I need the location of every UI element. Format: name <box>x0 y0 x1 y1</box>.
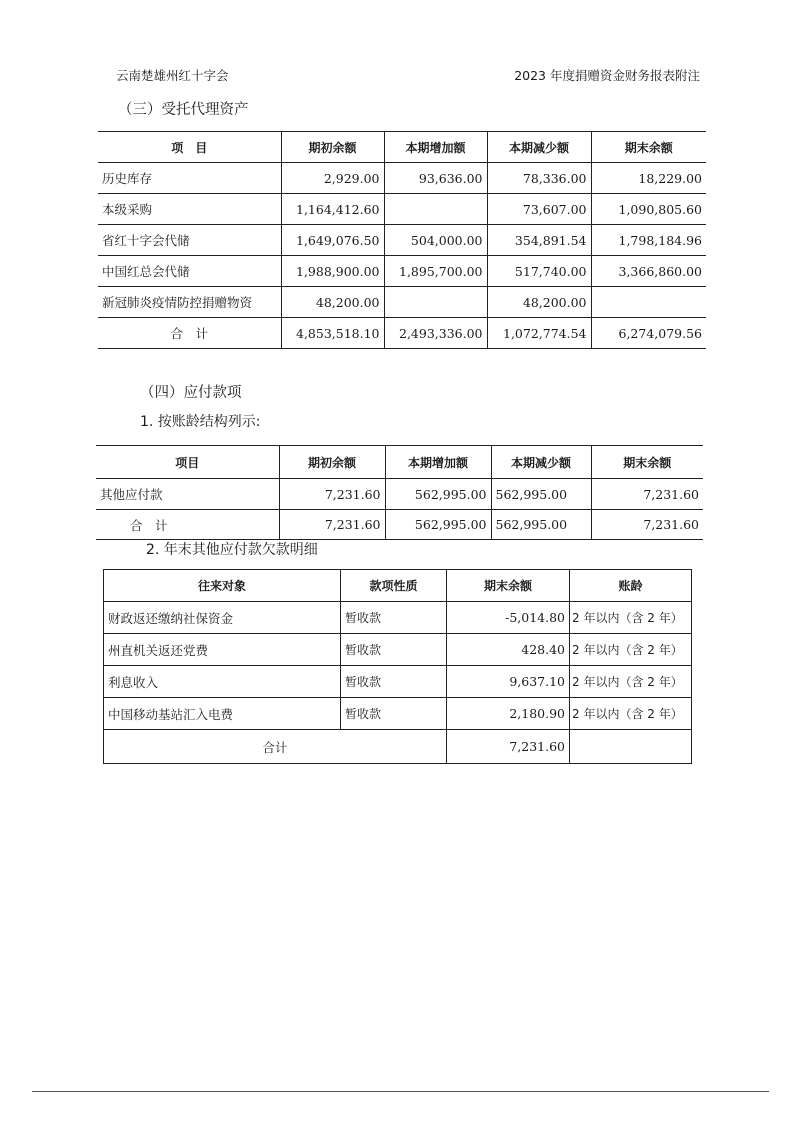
cell-nature: 暂收款 <box>341 698 447 730</box>
table-row <box>98 225 706 256</box>
payables-detail-table <box>103 569 692 764</box>
table-row <box>104 666 692 698</box>
column-header: 期末余额 <box>591 446 703 479</box>
section4-heading: （四）应付款项 <box>140 385 242 401</box>
cell-decrease: 78,336.00 <box>487 163 591 194</box>
cell-closing-balance: 1,798,184.96 <box>591 225 706 256</box>
section3-heading: （三）受托代理资产 <box>118 102 249 118</box>
row-label: 新冠肺炎疫情防控捐赠物资 <box>98 287 281 318</box>
cell-opening-balance: 1,649,076.50 <box>281 225 384 256</box>
row-label: 历史库存 <box>98 163 281 194</box>
row-label: 中国红总会代储 <box>98 256 281 287</box>
column-header: 期末余额 <box>591 132 706 163</box>
table-row <box>98 163 706 194</box>
cell-balance: -5,014.80 <box>447 602 570 634</box>
cell-closing-balance: 3,366,860.00 <box>591 256 706 287</box>
cell-party: 中国移动基站汇入电费 <box>104 698 341 730</box>
column-header: 项目 <box>96 446 279 479</box>
cell-increase: 562,995.00 <box>385 479 491 510</box>
subsection2-heading: 2. 年末其他应付款欠款明细 <box>146 542 318 558</box>
cell-increase: 504,000.00 <box>384 225 487 256</box>
cell-closing-balance: 7,231.60 <box>591 510 703 540</box>
cell-decrease: 73,607.00 <box>487 194 591 225</box>
total-row <box>98 318 706 349</box>
column-header: 本期增加额 <box>385 446 491 479</box>
cell-opening-balance: 48,200.00 <box>281 287 384 318</box>
cell-age: 2 年以内（含 2 年） <box>570 698 692 730</box>
total-row <box>96 510 703 540</box>
table-header-row <box>96 446 703 479</box>
column-header: 期初余额 <box>279 446 385 479</box>
payables-aging-table <box>96 445 703 540</box>
cell-increase <box>384 287 487 318</box>
subsection1-heading: 1. 按账龄结构列示: <box>140 414 261 430</box>
cell-increase: 93,636.00 <box>384 163 487 194</box>
column-header: 项 目 <box>98 132 281 163</box>
footer-rule <box>32 1091 769 1092</box>
table-row <box>104 634 692 666</box>
column-header: 款项性质 <box>341 570 447 602</box>
cell-decrease: 562,995.00 <box>491 510 591 540</box>
cell-closing-balance <box>591 287 706 318</box>
row-label: 其他应付款 <box>96 479 279 510</box>
cell-nature: 暂收款 <box>341 666 447 698</box>
table-header-row <box>98 132 706 163</box>
cell-closing-balance: 7,231.60 <box>591 479 703 510</box>
cell-closing-balance: 1,090,805.60 <box>591 194 706 225</box>
cell-decrease: 1,072,774.54 <box>487 318 591 349</box>
cell-decrease: 562,995.00 <box>491 479 591 510</box>
cell-decrease: 48,200.00 <box>487 287 591 318</box>
table-row <box>98 194 706 225</box>
column-header: 本期减少额 <box>491 446 591 479</box>
row-label: 本级采购 <box>98 194 281 225</box>
cell-opening-balance: 7,231.60 <box>279 510 385 540</box>
cell-increase: 1,895,700.00 <box>384 256 487 287</box>
column-header: 本期减少额 <box>487 132 591 163</box>
column-header: 往来对象 <box>104 570 341 602</box>
cell-age: 2 年以内（含 2 年） <box>570 666 692 698</box>
column-header: 本期增加额 <box>384 132 487 163</box>
cell-balance: 2,180.90 <box>447 698 570 730</box>
cell-closing-balance: 6,274,079.56 <box>591 318 706 349</box>
cell-balance: 9,637.10 <box>447 666 570 698</box>
cell-opening-balance: 1,164,412.60 <box>281 194 384 225</box>
cell-balance: 7,231.60 <box>447 730 570 764</box>
table-row <box>104 602 692 634</box>
cell-balance: 428.40 <box>447 634 570 666</box>
header-document-title: 2023 年度捐赠资金财务报表附注 <box>514 68 700 83</box>
cell-opening-balance: 4,853,518.10 <box>281 318 384 349</box>
cell-party: 财政返还缴纳社保资金 <box>104 602 341 634</box>
header-organization: 云南楚雄州红十字会 <box>116 68 229 83</box>
entrusted-assets-table <box>98 131 706 349</box>
cell-party: 州直机关返还党费 <box>104 634 341 666</box>
cell-decrease: 517,740.00 <box>487 256 591 287</box>
cell-increase <box>384 194 487 225</box>
cell-increase: 562,995.00 <box>385 510 491 540</box>
cell-increase: 2,493,336.00 <box>384 318 487 349</box>
column-header: 期初余额 <box>281 132 384 163</box>
table-row <box>104 698 692 730</box>
cell-opening-balance: 7,231.60 <box>279 479 385 510</box>
cell-opening-balance: 1,988,900.00 <box>281 256 384 287</box>
total-label: 合计 <box>104 730 447 764</box>
cell-nature: 暂收款 <box>341 634 447 666</box>
cell-nature: 暂收款 <box>341 602 447 634</box>
column-header: 账龄 <box>570 570 692 602</box>
cell-age: 2 年以内（含 2 年） <box>570 602 692 634</box>
cell-decrease: 354,891.54 <box>487 225 591 256</box>
cell-closing-balance: 18,229.00 <box>591 163 706 194</box>
total-label: 合 计 <box>98 318 281 349</box>
column-header: 期末余额 <box>447 570 570 602</box>
table-header-row <box>104 570 692 602</box>
table-row <box>98 256 706 287</box>
table-row <box>96 479 703 510</box>
cell-party: 利息收入 <box>104 666 341 698</box>
table-row <box>98 287 706 318</box>
row-label: 省红十字会代储 <box>98 225 281 256</box>
total-label: 合 计 <box>96 510 279 540</box>
total-row <box>104 730 692 764</box>
cell-age: 2 年以内（含 2 年） <box>570 634 692 666</box>
cell-opening-balance: 2,929.00 <box>281 163 384 194</box>
empty-cell <box>570 730 692 764</box>
